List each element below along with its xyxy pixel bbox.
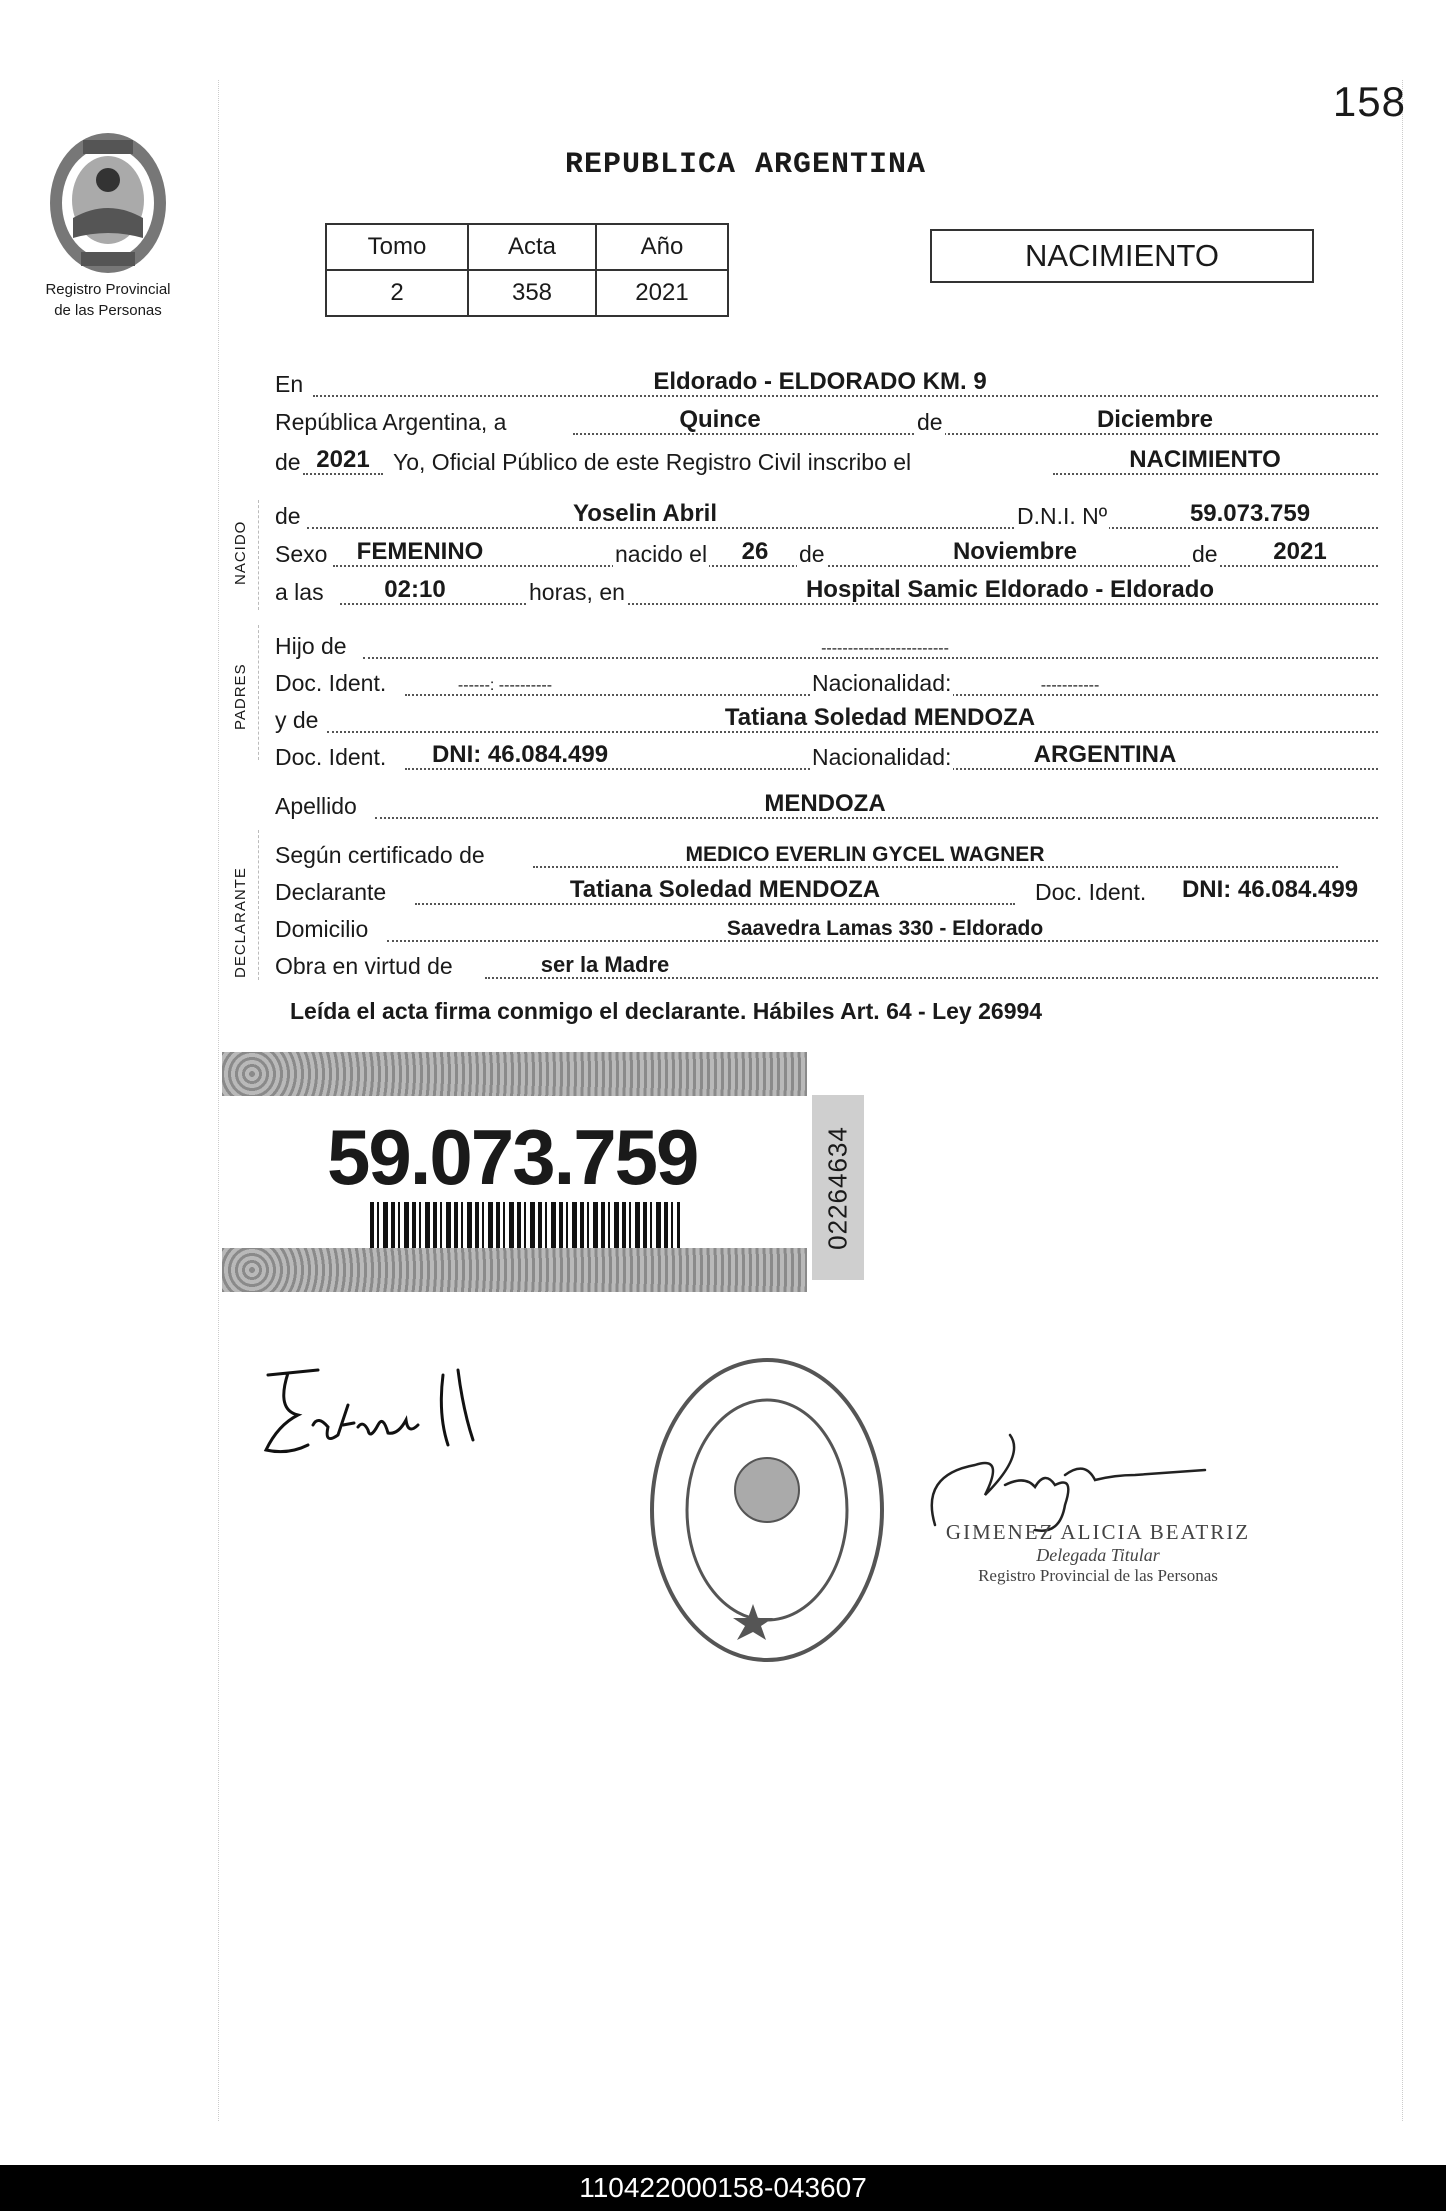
declarant-signature bbox=[258, 1355, 498, 1480]
dni-serial bbox=[812, 1095, 864, 1280]
inscribo-text: Yo, Oficial Público de este Registro Civil inscribo el bbox=[393, 449, 912, 475]
label-obra: Obra en virtud de bbox=[275, 953, 453, 979]
label-certificado: Según certificado de bbox=[275, 842, 485, 868]
dni-card-number: 59.073.759 bbox=[327, 1113, 698, 1201]
official-role: Delegada Titular bbox=[1036, 1545, 1160, 1565]
document-title: REPUBLICA ARGENTINA bbox=[565, 148, 927, 182]
closing-text: Leída el acta firma conmigo el declarante. Hábiles Art. 64 - Ley 26994 bbox=[290, 998, 1043, 1024]
label-de-birth-month: de bbox=[799, 541, 825, 567]
value-birth-day: 26 bbox=[741, 538, 769, 565]
value-mother-nat: ARGENTINA bbox=[1033, 741, 1177, 768]
label-republica: República Argentina, a bbox=[275, 409, 507, 435]
value-acta: 358 bbox=[468, 270, 596, 316]
value-mother-name: Tatiana Soledad MENDOZA bbox=[724, 704, 1036, 731]
scan-edge-right bbox=[1402, 80, 1403, 2121]
logo-caption-line2: de las Personas bbox=[54, 302, 162, 319]
label-nac-mother: Nacionalidad: bbox=[812, 744, 952, 770]
value-mother-doc: DNI: 46.084.499 bbox=[431, 741, 609, 768]
value-tomo: 2 bbox=[326, 270, 468, 316]
dni-card bbox=[222, 1052, 807, 1292]
header-tomo: Tomo bbox=[326, 224, 468, 270]
registry-logo bbox=[28, 128, 188, 320]
label-domicilio: Domicilio bbox=[275, 916, 369, 942]
value-child-name: Yoselin Abril bbox=[572, 500, 718, 527]
record-table bbox=[325, 223, 729, 317]
value-place: Eldorado - ELDORADO KM. 9 bbox=[653, 368, 987, 395]
label-doc-declarante: Doc. Ident. bbox=[1035, 879, 1147, 905]
label-a-las: a las bbox=[275, 579, 324, 605]
logo-caption-line1: Registro Provincial bbox=[45, 281, 171, 298]
label-declarante: Declarante bbox=[275, 879, 387, 905]
official-seal bbox=[642, 1350, 892, 1675]
label-y-de: y de bbox=[275, 707, 319, 733]
value-declarante-doc: DNI: 46.084.499 bbox=[1181, 876, 1359, 903]
value-month: Diciembre bbox=[1096, 406, 1214, 433]
label-en: En bbox=[275, 371, 304, 397]
signature-scribble bbox=[258, 1355, 498, 1475]
value-time: 02:10 bbox=[384, 576, 446, 603]
value-obra: ser la Madre bbox=[540, 952, 670, 977]
value-child-dni: 59.073.759 bbox=[1189, 500, 1311, 527]
line-father bbox=[275, 624, 1378, 664]
official-name: GIMENEZ ALICIA BEATRIZ bbox=[945, 1520, 1251, 1544]
value-declarante-name: Tatiana Soledad MENDOZA bbox=[569, 876, 881, 903]
value-father-doc: ------: ---------- bbox=[457, 677, 553, 694]
value-sexo: FEMENINO bbox=[356, 538, 484, 565]
header-acta: Acta bbox=[468, 224, 596, 270]
line-certificate bbox=[275, 833, 1378, 873]
section-label-padres: PADRES bbox=[232, 663, 249, 730]
label-horas: horas, en bbox=[529, 579, 625, 605]
label-doc-mother: Doc. Ident. bbox=[275, 744, 387, 770]
line-father-doc bbox=[275, 661, 1378, 701]
line-birth-date bbox=[275, 532, 1378, 572]
value-father-nat: ----------- bbox=[1040, 677, 1100, 694]
value-apellido: MENDOZA bbox=[764, 790, 886, 817]
value-father-name: ------------------------ bbox=[821, 640, 949, 657]
line-date bbox=[275, 400, 1378, 440]
line-inscribo bbox=[275, 440, 1378, 480]
line-obra bbox=[275, 944, 1378, 984]
section-label-declarante: DECLARANTE bbox=[232, 867, 249, 978]
line-place bbox=[275, 362, 1378, 402]
line-mother-doc bbox=[275, 735, 1378, 775]
misiones-coat-of-arms bbox=[43, 128, 173, 278]
label-de-child: de bbox=[275, 503, 301, 529]
record-type: NACIMIENTO bbox=[930, 229, 1314, 283]
dni-serial-text: 02264634 bbox=[822, 1125, 853, 1250]
header-anio: Año bbox=[596, 224, 728, 270]
label-de-month: de bbox=[917, 409, 943, 435]
value-birth-year: 2021 bbox=[1273, 538, 1327, 565]
footer-code: 110422000158-043607 bbox=[0, 2165, 1446, 2211]
scan-edge-left bbox=[218, 80, 219, 2121]
value-year: 2021 bbox=[316, 446, 370, 473]
label-de-birth-year: de bbox=[1192, 541, 1218, 567]
official-block bbox=[928, 1520, 1268, 1586]
line-apellido bbox=[275, 784, 1378, 824]
label-de-year: de bbox=[275, 449, 301, 475]
label-doc-father: Doc. Ident. bbox=[275, 670, 387, 696]
value-birth-place: Hospital Samic Eldorado - Eldorado bbox=[805, 576, 1215, 603]
official-office: Registro Provincial de las Personas bbox=[978, 1566, 1218, 1585]
page-number: 158 bbox=[1332, 78, 1406, 125]
label-dni: D.N.I. Nº bbox=[1017, 503, 1108, 529]
label-sexo: Sexo bbox=[275, 541, 328, 567]
label-hijo-de: Hijo de bbox=[275, 633, 347, 659]
section-label-nacido: NACIDO bbox=[232, 520, 249, 585]
value-day: Quince bbox=[679, 406, 761, 433]
registry-seal-stamp bbox=[642, 1350, 892, 1670]
line-mother bbox=[275, 698, 1378, 738]
line-birth-time bbox=[275, 570, 1378, 610]
label-nac-father: Nacionalidad: bbox=[812, 670, 952, 696]
line-child-name bbox=[275, 494, 1378, 534]
label-nacido-el: nacido el bbox=[615, 541, 708, 567]
value-address: Saavedra Lamas 330 - Eldorado bbox=[726, 917, 1044, 940]
line-domicilio bbox=[275, 907, 1378, 947]
line-declarante bbox=[275, 870, 1378, 910]
label-apellido: Apellido bbox=[275, 793, 357, 819]
value-act: NACIMIENTO bbox=[1129, 446, 1281, 473]
value-birth-month: Noviembre bbox=[952, 538, 1078, 565]
value-certificate: MEDICO EVERLIN GYCEL WAGNER bbox=[685, 843, 1045, 866]
value-anio: 2021 bbox=[596, 270, 728, 316]
